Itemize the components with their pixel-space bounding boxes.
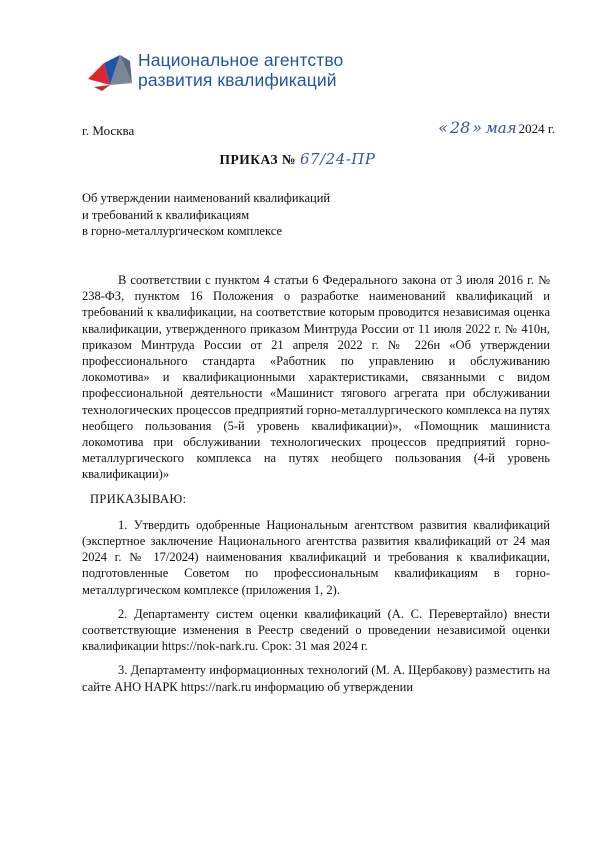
date-open-quote: « bbox=[438, 118, 448, 137]
order-item-1: 1. Утвердить одобренные Национальным агентством развития квалификаций (экспертное заключение Национального агентства развития квалификаций от 24 мая 2024 г. № 17/2024) наименования квалификаций и требования к квалификации, подготовленные Советом по профессиональным квалификациям в горно-металлургическом комплексе (приложения 1, 2). bbox=[82, 517, 550, 597]
subject-line1: Об утверждении наименований квалификаций bbox=[82, 191, 331, 205]
date-close-quote: » bbox=[472, 118, 483, 137]
order-item-3: 3. Департаменту информационных технологий (М. А. Щербакову) разместить на сайте АНО НАРК https://nark.ru информацию об утверждении bbox=[82, 663, 550, 694]
city: г. Москва bbox=[82, 123, 135, 138]
order-item-2: 2. Департаменту систем оценки квалификаций (А. С. Перевертайло) внести соответствующие изменения в Реестр сведений о проведении независимой оценки квалификации https://nok-nark.ru. Срок: 31 мая 2024 г. bbox=[82, 606, 550, 654]
order-number-handwritten: 67/24-ПР bbox=[300, 150, 376, 168]
organization-name bbox=[138, 50, 438, 90]
organization-name-line2: развития квалификаций bbox=[138, 70, 337, 90]
organization-name-line1: Национальное агентство bbox=[138, 50, 344, 70]
preamble-paragraph: В соответствии с пунктом 4 статьи 6 Федерального закона от 3 июля 2016 г. № 238-ФЗ, пунктом 16 Положения о разработке наименований квалификаций и требований к квалификации, на соответствие которым проводится независимая оценка квалификации, утвержденного приказом Минтруда России от 11 июля 2022 г. № 410н, приказом Минтруда России от 21 апреля 2022 г. № 226н «Об утверждении профессионального стандарта «Работник по управлению и обслуживанию локомотива» и квалификационными характеристиками, связанными с видом профессиональной деятельности «Машинист тягового агрегата при обслуживании технологических процессов предприятий горно-металлургического комплекса на путях необщего пользования (5-й уровень квалификации)», «Помощник машиниста локомотива при обслуживании технологических процессов предприятий горно-металлургического комплекса на путях необщего пользования (4-й уровень квалификации)» bbox=[82, 273, 550, 482]
date-year: 2024 г. bbox=[518, 121, 555, 136]
date-day-handwritten: 28 bbox=[449, 118, 471, 137]
subject-line3: в горно-металлургическом комплексе bbox=[82, 224, 282, 238]
nark-logo-icon bbox=[84, 49, 134, 91]
order-heading bbox=[0, 150, 595, 168]
subject-line2: и требований к квалификациям bbox=[82, 207, 250, 222]
order-subject bbox=[82, 190, 382, 240]
order-title: ПРИКАЗ № bbox=[219, 152, 297, 167]
order-word: ПРИКАЗЫВАЮ: bbox=[90, 491, 187, 506]
document-date bbox=[438, 118, 555, 137]
date-month-handwritten: мая bbox=[485, 119, 517, 137]
order-body bbox=[82, 272, 550, 695]
